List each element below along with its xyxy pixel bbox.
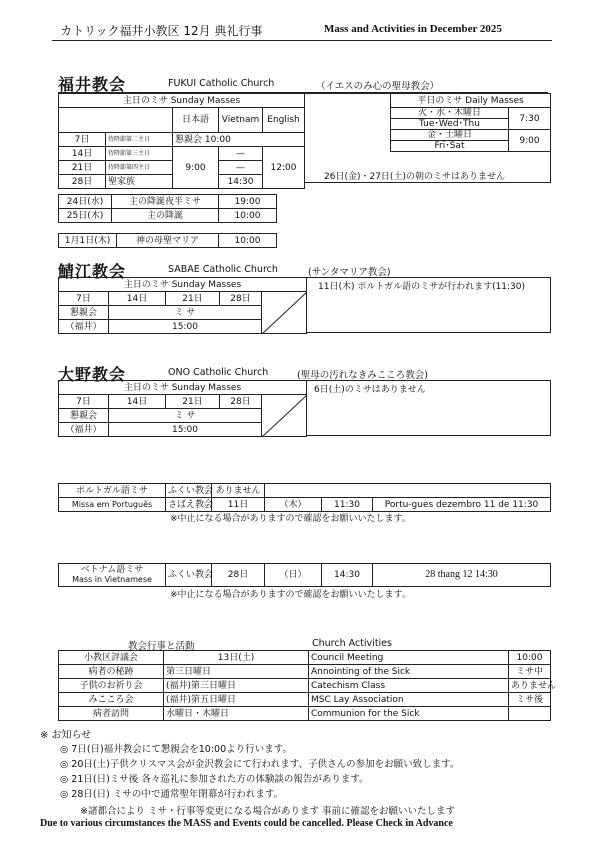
portuguese-table: [58, 483, 551, 512]
ono-table: [58, 380, 307, 437]
fukui-date: 21日: [59, 161, 106, 175]
sabae-en: SABAE Catholic Church: [168, 264, 278, 275]
pt-caution: ※中止になる場合がありますので確認をお願いいたします。: [170, 514, 411, 524]
xmas-time: 19:00: [219, 195, 277, 209]
act-en: Council Meeting: [309, 651, 509, 665]
notice-item: ◎ 28日(日) ミサの中で通常聖年閉幕が行われます。: [60, 789, 284, 800]
act-time: ありません: [509, 679, 551, 693]
footer-en: Due to various circumstances the MASS and Events could be cancelled. Please Check in Advance: [40, 818, 453, 829]
fukui-name: 福井教会: [58, 75, 127, 94]
xmas-table: [58, 194, 277, 223]
sabae-note: 11日(木) ポルトガル語のミサが行われます(11:30): [318, 282, 526, 292]
vn-dow: （日）: [265, 564, 322, 587]
fukui-daily-table: [390, 93, 551, 152]
sabae-name: 鯖江教会: [58, 262, 127, 281]
ono-misa: ミ サ: [109, 409, 262, 423]
ono-time: 15:00: [109, 423, 262, 437]
act-time: ミサ後: [509, 693, 551, 707]
pt-dow: （木）: [265, 498, 322, 512]
newyear-time: 10:00: [219, 234, 277, 248]
act-when: 水曜日・木曜日: [164, 707, 309, 721]
sabae-table: [58, 277, 307, 334]
pt-church1: ふくい教会: [166, 484, 212, 498]
ono-blank: [262, 395, 307, 437]
act-en: MSC Lay Association: [309, 693, 509, 707]
fukui-vn-dash: —: [219, 161, 263, 175]
sabae-slash: [262, 292, 307, 334]
daily2-time: 9:00: [509, 130, 551, 152]
pt-time: 11:30: [322, 498, 373, 512]
fukui-date-note: 待降節第二主日: [106, 133, 173, 147]
sabae-fukui: （福井）: [59, 320, 109, 334]
sabae-sunday-header: 主日のミサ Sunday Masses: [59, 278, 307, 292]
newyear-name: 神の母聖マリア: [117, 234, 219, 248]
pt-church1-status: ありません: [212, 484, 265, 498]
ono-en: ONO Catholic Church: [168, 367, 269, 378]
notices-header: ※ お知らせ: [40, 730, 92, 741]
col-vn: Vietnam: [219, 108, 263, 133]
act-when: 13日(土): [164, 651, 309, 665]
act-name: 小教区評議会: [59, 651, 164, 665]
daily1-time: 7:30: [509, 108, 551, 130]
notice-item: ◎ 7日(日)福井教会にて懇親会を10:00より行います。: [60, 744, 292, 755]
ono-note-box: [306, 380, 551, 436]
notice-item: ◎ 20日(土)子供クリスマス会が金沢教会にて行われます、子供さんの参加をお願い致します。: [60, 759, 460, 770]
vn-label-jp: ベトナム語ミサ: [80, 565, 144, 575]
fukui-jp-time: 9:00: [173, 147, 219, 189]
ono-date: 14日: [109, 395, 166, 409]
act-name: 病者の秘跡: [59, 665, 164, 679]
fukui-date-note: 聖家族: [106, 175, 173, 189]
fukui-date: 28日: [59, 175, 106, 189]
act-when: 第三日曜日: [164, 665, 309, 679]
title-jp: カトリック福井小教区 12月 典礼行事: [60, 24, 263, 38]
pt-label-jp: ポルトガル語ミサ: [59, 484, 166, 498]
pt-text: Portu-gues dezembro 11 de 11:30: [373, 498, 551, 512]
fukui-heading: [58, 72, 548, 93]
activities-header-en: Church Activities: [312, 638, 392, 649]
xmas-time: 10:00: [219, 209, 277, 223]
sabae-blank: [262, 292, 307, 334]
fukui-en: FUKUI Catholic Church: [168, 78, 275, 89]
fukui-vn-time: 14:30: [219, 175, 263, 189]
xmas-name: 主の降誕夜半ミサ: [112, 195, 219, 209]
xmas-date: 24日(水): [59, 195, 112, 209]
ono-konshin: 懇親会: [59, 409, 109, 423]
ono-patron: (聖母の汚れなきみこころ教会): [297, 370, 428, 381]
newyear-table: [58, 233, 277, 248]
fukui-patron: （イエスのみ心の聖母教会）: [316, 81, 440, 92]
sabae-date: 28日: [220, 292, 262, 306]
fukui-vn-dash: —: [219, 147, 263, 161]
ono-date: 21日: [166, 395, 220, 409]
ono-date: 7日: [59, 395, 109, 409]
ono-slash: [262, 395, 307, 437]
footer-jp: ※諸都合により ミサ・行事等変更になる場合があります 事前に確認をお願いいたします: [80, 806, 456, 817]
vn-label-en: Mass in Vietnamese: [72, 575, 152, 584]
vn-church: ふくい教会: [166, 564, 212, 587]
ono-fukui: （福井）: [59, 423, 109, 437]
ono-note: 6日(土)のミサはありません: [314, 385, 426, 395]
newyear-date: 1月1日(木): [59, 234, 117, 248]
act-name: みこころ会: [59, 693, 164, 707]
fukui-sunday-table: [58, 93, 305, 189]
sabae-heading: [58, 259, 548, 281]
daily-header: 平日のミサ Daily Masses: [391, 94, 551, 108]
vn-caution: ※中止になる場合がありますので確認をお願いいたします。: [170, 590, 411, 600]
col-jp: 日本語: [173, 108, 219, 133]
vn-date: 28日: [212, 564, 265, 587]
sabae-time: 15:00: [109, 320, 262, 334]
vn-time: 14:30: [322, 564, 373, 587]
sabae-note-box: [306, 277, 551, 333]
ono-date: 28日: [220, 395, 262, 409]
page-title: [52, 20, 552, 41]
fukui-konshinkai: 懇親会 10:00: [173, 133, 305, 147]
sabae-date: 21日: [166, 292, 220, 306]
act-en: Communion for the Sick: [309, 707, 509, 721]
fukui-date-note: 待降節第三主日: [106, 147, 173, 161]
sabae-date: 7日: [59, 292, 109, 306]
vietnamese-table: [58, 563, 551, 587]
notice-item: ◎ 21日(日)ミサ後 各々巡礼に参加された方の体験談の報告があります。: [60, 774, 369, 785]
fukui-sunday-header: 主日のミサ Sunday Masses: [59, 94, 305, 108]
vn-text: 28 thang 12 14:30: [373, 564, 551, 587]
fukui-date-note: 待降節第四主日: [106, 161, 173, 175]
fukui-en-time: 12:00: [263, 147, 305, 189]
act-name: 病者訪問: [59, 707, 164, 721]
act-time: ミサ中: [509, 665, 551, 679]
sabae-date: 14日: [109, 292, 166, 306]
ono-sunday-header: 主日のミサ Sunday Masses: [59, 381, 307, 395]
fukui-date: 14日: [59, 147, 106, 161]
xmas-date: 25日(木): [59, 209, 112, 223]
pt-church2: さばえ教会: [166, 498, 212, 512]
act-en: Annointing of the Sick: [309, 665, 509, 679]
daily2-jp: 金・土曜日: [391, 130, 509, 141]
act-name: 子供のお祈り会: [59, 679, 164, 693]
title-en: Mass and Activities in December 2025: [324, 23, 502, 35]
daily2-en: Fri･Sat: [391, 141, 509, 152]
act-time: [509, 707, 551, 721]
ono-name: 大野教会: [58, 365, 127, 384]
act-when: (福井)第三日曜日: [164, 679, 309, 693]
act-en: Catechism Class: [309, 679, 509, 693]
fukui-date: 7日: [59, 133, 106, 147]
act-when: (福井)第五日曜日: [164, 693, 309, 707]
sabae-patron: (サンタマリア教会): [308, 267, 391, 278]
activities-table: [58, 650, 557, 721]
ono-heading: [58, 362, 548, 384]
activities-header-jp: 教会行事と活動: [128, 641, 195, 652]
col-en: English: [263, 108, 305, 133]
daily-note: 26日(金)・27日(土)の朝のミサはありません: [324, 172, 505, 182]
sabae-misa: ミ サ: [109, 306, 262, 320]
daily1-jp: 火・水・木曜日: [391, 108, 509, 119]
sabae-konshin: 懇親会: [59, 306, 109, 320]
pt-label-en: Missa em Português: [59, 498, 166, 512]
daily1-en: Tue･Wed･Thu: [391, 119, 509, 130]
pt-date: 11日: [212, 498, 265, 512]
act-time: 10:00: [509, 651, 551, 665]
xmas-name: 主の降誕: [112, 209, 219, 223]
